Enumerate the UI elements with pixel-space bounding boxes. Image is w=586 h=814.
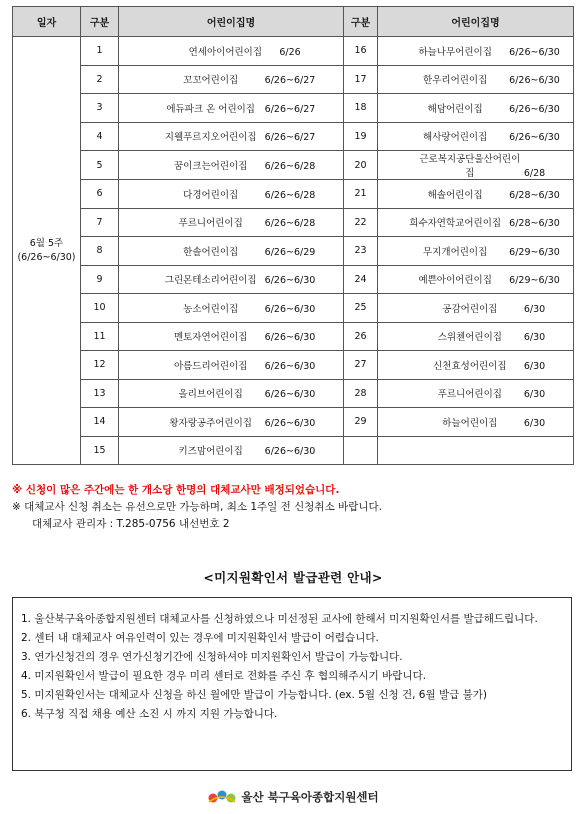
daycare-cell <box>119 65 344 94</box>
daycare-cell <box>119 436 344 465</box>
row-number: 27 <box>344 351 378 380</box>
row-number: 14 <box>81 408 119 437</box>
daycare-cell <box>378 322 574 351</box>
daycare-cell <box>378 294 574 323</box>
info-item: 4. 미지원확인서 발급이 필요한 경우 미리 센터로 전화를 주신 후 협의해주시기 바랍니다. <box>21 670 427 682</box>
daycare-period: 6/26~6/30 <box>264 446 316 458</box>
row-number: 4 <box>81 122 119 151</box>
row-number: 5 <box>81 151 119 180</box>
daycare-period: 6/28~6/30 <box>509 218 560 230</box>
info-item: 5. 미지원확인서는 대체교사 신청을 하신 월에만 발급이 가능합니다. (ex. 5월 신청 건, 6월 발급 불가) <box>21 689 487 701</box>
daycare-name: 연세아이어린이집 <box>188 46 263 58</box>
info-item: 1. 울산북구육아종합지원센터 대체교사를 신청하였으나 미선정된 교사에 한해서 미지원확인서를 발급해드립니다. <box>21 613 538 625</box>
daycare-name: 푸르니어린이집 <box>437 389 502 401</box>
daycare-period: 6/26~6/27 <box>264 75 316 87</box>
table-row <box>13 436 574 465</box>
daycare-period: 6/26~6/30 <box>264 332 316 344</box>
header-date: 일자 <box>13 7 81 37</box>
daycare-cell <box>119 237 344 266</box>
daycare-cell <box>119 379 344 408</box>
daycare-period: 6/30 <box>523 360 546 372</box>
daycare-name: 지웰푸르지오어린이집 <box>164 132 257 144</box>
daycare-name: 스위첸어린이집 <box>437 332 502 344</box>
daycare-period: 6/26~6/28 <box>264 218 316 230</box>
daycare-cell <box>378 151 574 180</box>
daycare-name: 근로복지공단울산어린이집 <box>419 154 521 179</box>
daycare-period: 6/26~6/30 <box>509 46 560 58</box>
row-number: 28 <box>344 379 378 408</box>
daycare-name: 꼬꼬어린이집 <box>183 75 239 87</box>
table-row <box>13 408 574 437</box>
info-box <box>12 597 572 771</box>
daycare-period: 6/26~6/28 <box>264 189 316 201</box>
table-row <box>13 151 574 180</box>
row-number: 6 <box>81 180 119 209</box>
daycare-period: 6/26~6/30 <box>264 303 316 315</box>
footer-org-name: 울산 북구육아종합지원센터 <box>241 790 379 804</box>
daycare-name: 에듀파크 온 어린이집 <box>166 103 255 115</box>
daycare-cell <box>378 122 574 151</box>
row-number: 20 <box>344 151 378 180</box>
header-name-left: 어린이집명 <box>119 7 344 37</box>
section-title: <미지원확인서 발급관련 안내> <box>203 570 383 585</box>
daycare-cell <box>378 265 574 294</box>
row-number: 17 <box>344 65 378 94</box>
daycare-period: 6/26~6/30 <box>509 75 560 87</box>
daycare-cell <box>378 65 574 94</box>
week-period-line: 6월 5주 <box>29 237 64 249</box>
row-number: 1 <box>81 37 119 66</box>
row-number: 26 <box>344 322 378 351</box>
daycare-period: 6/26~6/28 <box>264 161 316 172</box>
table-header-row <box>13 7 574 37</box>
daycare-name: 신천효성어린이집 <box>433 360 507 372</box>
daycare-cell <box>119 351 344 380</box>
daycare-period: 6/26~6/30 <box>509 132 560 144</box>
daycare-name: 키즈맘어린이집 <box>178 446 243 458</box>
row-number: 11 <box>81 322 119 351</box>
daycare-period: 6/26~6/27 <box>264 132 316 144</box>
info-item: 2. 센터 내 대체교사 여유인력이 있는 경우에 미지원확인서 발급이 어렵습니다. <box>21 632 379 644</box>
table-row <box>13 180 574 209</box>
row-number: 29 <box>344 408 378 437</box>
daycare-period: 6/26~6/30 <box>264 275 316 287</box>
week-period-line: (6/26~6/30) <box>17 251 76 263</box>
daycare-cell <box>378 37 574 66</box>
daycare-period: 6/29~6/30 <box>509 275 560 287</box>
table-row <box>13 379 574 408</box>
row-number: 23 <box>344 237 378 266</box>
table-row <box>13 65 574 94</box>
header-name-right: 어린이집명 <box>378 7 574 37</box>
info-item: 6. 북구청 직접 채용 예산 소진 시 까지 지원 가능합니다. <box>21 708 278 720</box>
daycare-name: 한우리어린이집 <box>423 75 488 87</box>
daycare-cell <box>119 37 344 66</box>
table-row <box>13 351 574 380</box>
row-number: 2 <box>81 65 119 94</box>
row-number: 12 <box>81 351 119 380</box>
warning-note: ※ 신청이 많은 주간에는 한 개소당 한명의 대체교사만 배정되었습니다. <box>12 484 340 496</box>
daycare-name: 올리브어린이집 <box>178 389 243 401</box>
row-number: 22 <box>344 208 378 237</box>
daycare-period: 6/26~6/30 <box>264 389 316 401</box>
table-row <box>13 37 574 66</box>
footer <box>0 788 586 807</box>
row-number: 19 <box>344 122 378 151</box>
row-number: 16 <box>344 37 378 66</box>
daycare-name: 왕자랑공주어린이집 <box>169 417 252 429</box>
row-number: 10 <box>81 294 119 323</box>
daycare-period: 6/30 <box>523 417 546 429</box>
daycare-period: 6/26~6/30 <box>264 417 316 429</box>
center-logo-icon <box>207 788 237 807</box>
daycare-cell <box>378 180 574 209</box>
daycare-period: 6/30 <box>523 389 546 401</box>
daycare-cell <box>119 151 344 180</box>
table-row <box>13 265 574 294</box>
daycare-name: 예쁜아이어린이집 <box>418 275 492 287</box>
cancel-note: ※ 대체교사 신청 취소는 유선으로만 가능하며, 최소 1주일 전 신청취소 바랍니다. <box>12 501 382 513</box>
row-number: 18 <box>344 94 378 123</box>
row-number: 24 <box>344 265 378 294</box>
daycare-name: 아름드리어린이집 <box>173 360 248 372</box>
daycare-cell <box>119 180 344 209</box>
daycare-name: 한솔어린이집 <box>183 246 239 258</box>
daycare-cell <box>119 322 344 351</box>
daycare-cell <box>119 408 344 437</box>
header-no-right: 구분 <box>344 7 378 37</box>
daycare-period: 6/26 <box>279 46 301 58</box>
row-number: 13 <box>81 379 119 408</box>
daycare-cell <box>378 379 574 408</box>
daycare-period: 6/29~6/30 <box>509 246 560 258</box>
daycare-period: 6/26~6/30 <box>264 360 316 372</box>
row-number: 3 <box>81 94 119 123</box>
daycare-period: 6/30 <box>523 332 546 344</box>
daycare-period: 6/26~6/29 <box>264 246 316 258</box>
daycare-cell <box>119 122 344 151</box>
week-period-cell <box>13 37 81 465</box>
daycare-period: 6/26~6/27 <box>264 103 316 115</box>
daycare-period: 6/28~6/30 <box>509 189 560 201</box>
daycare-name: 농소어린이집 <box>183 303 239 315</box>
daycare-name: 해사랑어린이집 <box>423 132 488 144</box>
table-row <box>13 208 574 237</box>
header-no-left: 구분 <box>81 7 119 37</box>
table-row <box>13 237 574 266</box>
table-row <box>13 122 574 151</box>
daycare-period: 6/28 <box>523 168 546 179</box>
daycare-name: 공감어린이집 <box>442 303 498 315</box>
manager-contact: 대체교사 관리자 : T.285-0756 내선번호 2 <box>32 518 230 530</box>
daycare-name: 희수자연학교어린이집 <box>409 218 502 230</box>
table-row <box>13 294 574 323</box>
daycare-name: 멘토자연어린이집 <box>173 332 248 344</box>
daycare-name: 하늘나무어린이집 <box>418 46 492 58</box>
notes <box>12 482 382 533</box>
table-row <box>13 94 574 123</box>
schedule-table <box>12 6 574 465</box>
table-row <box>13 322 574 351</box>
daycare-name: 다경어린이집 <box>183 189 239 201</box>
empty-cell <box>378 436 574 465</box>
daycare-cell <box>378 94 574 123</box>
row-number: 25 <box>344 294 378 323</box>
daycare-period: 6/30 <box>523 303 546 315</box>
daycare-cell <box>378 237 574 266</box>
daycare-cell <box>119 208 344 237</box>
daycare-name: 무지개어린이집 <box>423 246 488 258</box>
daycare-name: 푸르니어린이집 <box>178 218 243 230</box>
daycare-name: 해솔어린이집 <box>427 189 483 201</box>
daycare-name: 그린몬테소리어린이집 <box>164 275 257 287</box>
daycare-cell <box>378 408 574 437</box>
daycare-cell <box>119 94 344 123</box>
row-number: 21 <box>344 180 378 209</box>
row-number: 9 <box>81 265 119 294</box>
daycare-period: 6/26~6/30 <box>509 103 560 115</box>
daycare-cell <box>119 294 344 323</box>
daycare-cell <box>119 265 344 294</box>
daycare-name: 하늘어린이집 <box>442 417 498 429</box>
daycare-name: 해담어린이집 <box>427 103 483 115</box>
empty-cell <box>344 436 378 465</box>
row-number: 15 <box>81 436 119 465</box>
info-item: 3. 연가신청건의 경우 연가신청기간에 신청하셔야 미지원확인서 발급이 가능합니다. <box>21 651 403 663</box>
row-number: 7 <box>81 208 119 237</box>
row-number: 8 <box>81 237 119 266</box>
daycare-cell <box>378 208 574 237</box>
daycare-name: 꿈이크는어린이집 <box>173 161 248 172</box>
daycare-cell <box>378 351 574 380</box>
